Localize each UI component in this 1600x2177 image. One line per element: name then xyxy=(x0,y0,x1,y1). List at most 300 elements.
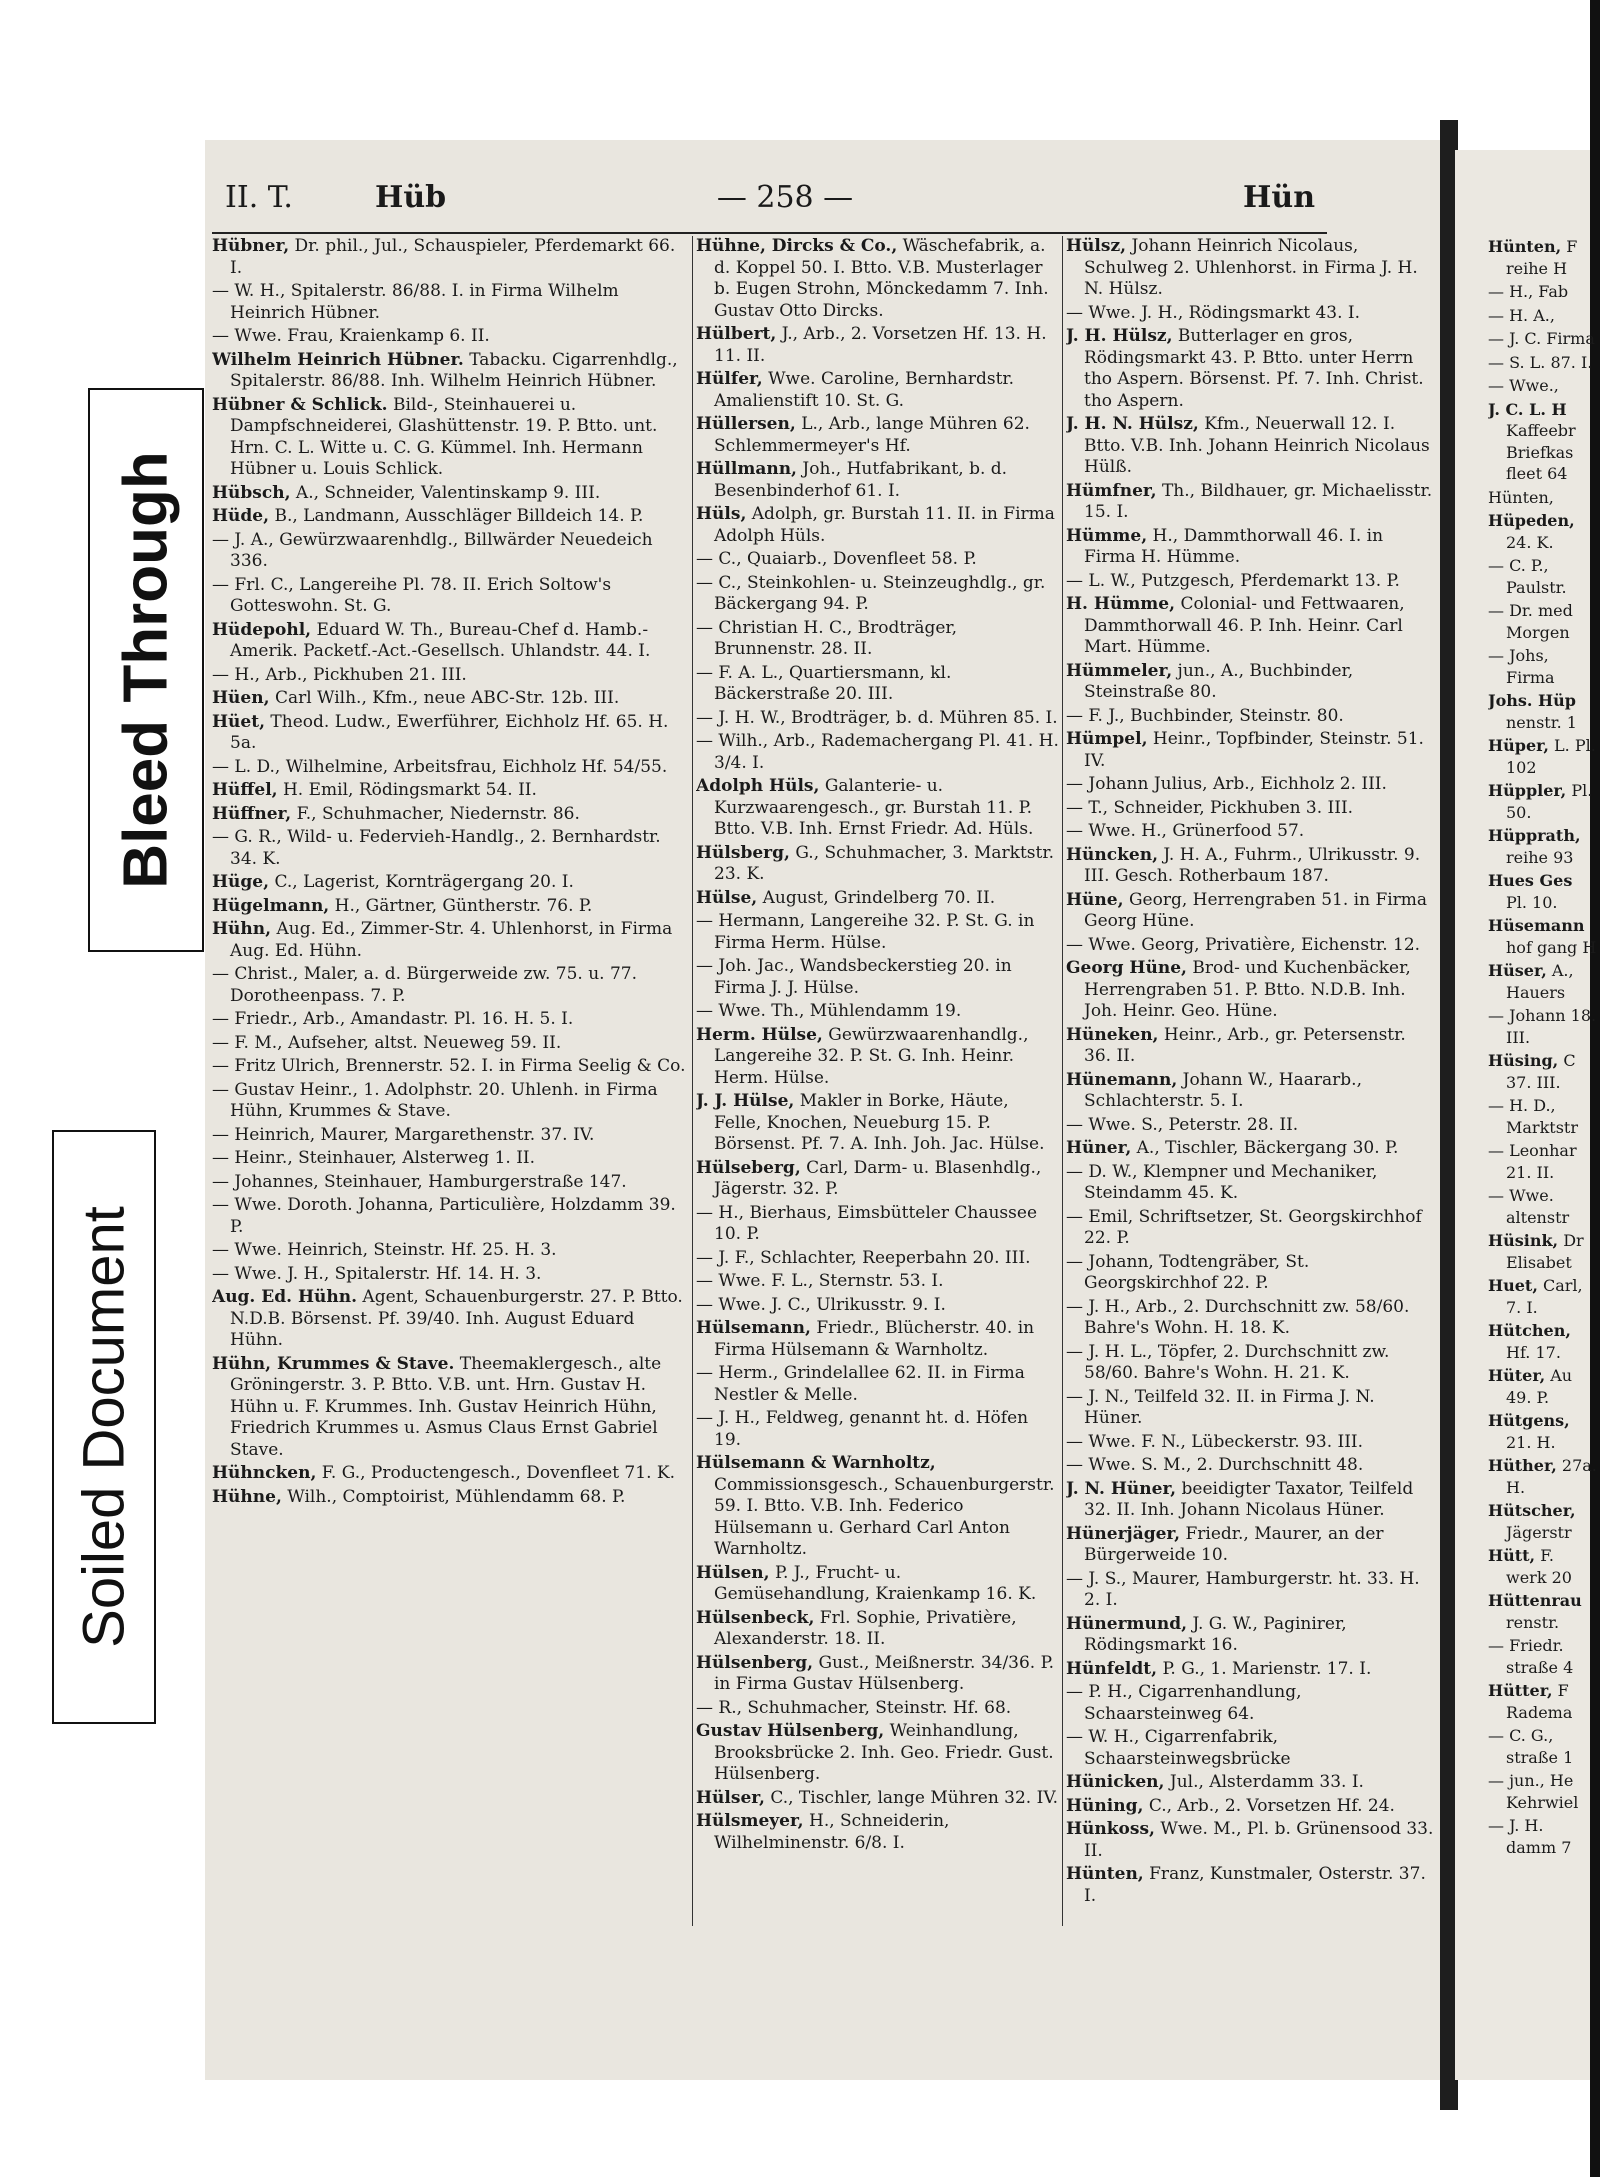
entry-text: Tabacku. Cigarrenhdlg., Spitalerstr. 86/88. Inh. Wilhelm Heinrich Hübner. xyxy=(230,349,678,391)
directory-entry xyxy=(212,483,690,505)
entry-text: J. H. A., Fuhrm., Ulrikusstr. 9. III. Gesch. Rotherbaum 187. xyxy=(1084,844,1421,886)
entry-text: 21. H. xyxy=(1506,1432,1556,1452)
entry-text: F., Schuhmacher, Niedernstr. 86. xyxy=(296,803,580,824)
directory-entry xyxy=(696,1608,1060,1651)
column-divider xyxy=(692,236,693,1926)
directory-entry xyxy=(1488,1500,1598,1543)
entry-name: Hütgens, xyxy=(1488,1411,1570,1430)
directory-entry xyxy=(1488,1680,1598,1723)
directory-entry xyxy=(1488,600,1598,643)
entry-text: — Wwe. Frau, Kraienkamp 6. II. xyxy=(212,326,490,346)
entry-text: — H. D., Marktstr xyxy=(1488,1096,1578,1137)
directory-entry xyxy=(1488,305,1598,327)
directory-entry xyxy=(1488,1410,1598,1453)
entry-text: Heinr., Topfbinder, Steinstr. 51. IV. xyxy=(1084,729,1424,771)
entry-text: — Wwe. H., Grünerfood 57. xyxy=(1066,821,1305,841)
entry-text: — L. D., Wilhelmine, Arbeitsfrau, Eichholz Hf. 54/55. xyxy=(212,756,668,777)
directory-entry xyxy=(1488,735,1598,778)
entry-name: Hüllmann, xyxy=(696,459,797,479)
entry-text: — Wwe. S. M., 2. Durchschnitt 48. xyxy=(1066,1455,1364,1475)
entry-text: Weinhandlung, Brooksbrücke 2. Inh. Geo. Friedr. Gust. Hülsenberg. xyxy=(714,1721,1054,1784)
directory-entry xyxy=(212,1195,690,1238)
directory-entry xyxy=(1488,487,1598,509)
entry-text: — Hermann, Langereihe 32. P. St. G. in Firma Herm. Hülse. xyxy=(696,911,1035,953)
directory-entry xyxy=(212,620,690,663)
entry-text: F reihe H xyxy=(1506,237,1578,278)
entry-text: — Wwe. J. H., Spitalerstr. Hf. 14. H. 3. xyxy=(212,1263,542,1284)
directory-entry xyxy=(696,911,1060,954)
entry-name: Hülseberg, xyxy=(696,1157,801,1178)
directory-entry xyxy=(1066,1659,1438,1681)
directory-entry xyxy=(696,1721,1060,1786)
directory-entry xyxy=(1488,510,1598,553)
entry-text: Georg, Herrengraben 51. in Firma Georg Hüne. xyxy=(1084,889,1428,931)
directory-entry xyxy=(1066,1252,1438,1295)
directory-entry xyxy=(1488,1185,1598,1228)
entry-text: F Radema xyxy=(1506,1681,1573,1722)
directory-entry xyxy=(1488,236,1598,279)
directory-entry xyxy=(696,1091,1060,1156)
entry-name: Adolph Hüls, xyxy=(696,776,820,796)
entry-name: Johs. Hüp xyxy=(1488,691,1576,710)
directory-entry xyxy=(212,780,690,802)
directory-entry xyxy=(212,804,690,826)
entry-text: August, Grindelberg 70. II. xyxy=(762,887,996,908)
entry-text: Dr Elisabet xyxy=(1506,1231,1584,1272)
directory-entry xyxy=(212,281,690,324)
directory-entry xyxy=(696,369,1060,412)
directory-entry xyxy=(696,1025,1060,1090)
directory-entry xyxy=(1488,375,1598,397)
entry-text: — Wilh., Arb., Rademachergang Pl. 41. H. 3/4. I. xyxy=(696,731,1059,773)
entry-name: Hüde, xyxy=(212,506,270,526)
directory-entry xyxy=(212,872,690,894)
directory-entry xyxy=(696,1698,1060,1720)
directory-entry xyxy=(1066,935,1438,957)
entry-text: — Wwe., xyxy=(1488,376,1559,395)
entry-text: 27a. H. xyxy=(1506,1456,1597,1497)
entry-name: Hünerjäger, xyxy=(1066,1523,1181,1544)
entry-name: Hülse, xyxy=(696,887,758,908)
entry-text: — Heinr., Steinhauer, Alsterweg 1. II. xyxy=(212,1148,536,1168)
entry-text: C., Lagerist, Kornträgergang 20. I. xyxy=(274,872,574,892)
entry-text: — C., Quaiarb., Dovenfleet 58. P. xyxy=(696,549,977,569)
directory-entry xyxy=(696,236,1060,322)
entry-text: Makler in Borke, Häute, Felle, Knochen, Neueburg 15. P. Börsenst. Pf. 7. A. Inh. Joh. Jac. Hülse. xyxy=(714,1091,1045,1154)
entry-text: — jun., He Kehrwiel xyxy=(1488,1771,1579,1812)
directory-entry xyxy=(1066,1479,1438,1522)
entry-text: hof gang H xyxy=(1506,937,1597,957)
entry-text: — Wwe. Th., Mühlendamm 19. xyxy=(696,1001,962,1021)
entry-name: Hühncken, xyxy=(212,1463,317,1483)
directory-entry xyxy=(696,573,1060,616)
entry-text: A., Tischler, Bäckergang 30. P. xyxy=(1136,1138,1399,1158)
entry-text: Heinr., Arb., gr. Petersenstr. 36. II. xyxy=(1084,1024,1406,1066)
directory-entry xyxy=(696,549,1060,571)
directory-entry xyxy=(696,414,1060,457)
entry-name: Hüdepohl, xyxy=(212,619,312,640)
entry-text: — J. N., Teilfeld 32. II. in Firma J. N. Hüner. xyxy=(1066,1386,1375,1428)
directory-entry xyxy=(212,712,690,755)
directory-entry xyxy=(212,575,690,618)
directory-entry xyxy=(212,1463,690,1485)
entry-text: — J. A., Gewürzwaarenhdlg., Billwärder Neuedeich 336. xyxy=(212,529,653,571)
entry-text: Brod- und Kuchenbäcker, Herrengraben 51. P. Btto. N.D.B. Inh. Joh. Heinr. Geo. Hüne. xyxy=(1084,958,1411,1021)
directory-entry xyxy=(1066,1115,1438,1137)
directory-entry xyxy=(1488,690,1598,733)
directory-entry xyxy=(696,324,1060,367)
directory-entry xyxy=(1066,1524,1438,1567)
directory-entry xyxy=(1488,281,1598,303)
directory-entry xyxy=(1488,1275,1598,1318)
entry-text: 24. K. xyxy=(1506,532,1554,552)
entry-text: — Herm., Grindelallee 62. II. in Firma Nestler & Melle. xyxy=(696,1363,1025,1405)
entry-text: Wwe. M., Pl. b. Grünensood 33. II. xyxy=(1084,1819,1434,1861)
entry-text: F. werk 20 xyxy=(1506,1546,1572,1587)
entry-text: J., Arb., 2. Vorsetzen Hf. 13. H. 11. II. xyxy=(714,324,1047,366)
entry-text: Wäschefabrik, a. d. Koppel 50. I. Btto. V.B. Musterlager b. Eugen Strohn, Mönckedamm 7. Inh. Gustav Otto Dircks. xyxy=(714,236,1049,321)
entry-text: Kaffeebr Briefkas fleet 64 xyxy=(1506,421,1576,483)
directory-entry xyxy=(1066,958,1438,1023)
directory-entry xyxy=(212,1080,690,1123)
directory-entry xyxy=(1066,1772,1438,1794)
entry-text: J. G. W., Paginirer, Rödingsmarkt 16. xyxy=(1084,1613,1347,1655)
entry-text: — J. F., Schlachter, Reeperbahn 20. III. xyxy=(696,1247,1031,1268)
entry-name: Hüge, xyxy=(212,872,270,892)
entry-name: Hülsz, xyxy=(1066,236,1127,256)
directory-entry xyxy=(212,236,690,279)
entry-name: Hüsemann xyxy=(1488,916,1585,935)
entry-text: — Johann, Todtengräber, St. Georgskirchhof 22. P. xyxy=(1066,1251,1310,1293)
entry-name: Hüper, xyxy=(1488,736,1549,755)
header-rule xyxy=(212,232,1327,234)
entry-text: — H., Bierhaus, Eimsbütteler Chaussee 10. P. xyxy=(696,1202,1038,1244)
entry-text: — Emil, Schriftsetzer, St. Georgskirchhof 22. P. xyxy=(1066,1206,1422,1248)
directory-entry xyxy=(212,1033,690,1055)
directory-entry xyxy=(1066,414,1438,479)
entry-text: A., Schneider, Valentinskamp 9. III. xyxy=(295,482,601,503)
directory-entry xyxy=(1066,1207,1438,1250)
entry-name: Hüen, xyxy=(212,688,270,708)
entry-text: Gust., Meißnerstr. 34/36. P. in Firma Gustav Hülsenberg. xyxy=(714,1652,1055,1694)
entry-text: — Fritz Ulrich, Brennerstr. 52. I. in Firma Seelig & Co. xyxy=(212,1056,686,1076)
entry-text: Carl, 7. I. xyxy=(1506,1276,1583,1317)
directory-entry xyxy=(1066,1455,1438,1477)
directory-entry xyxy=(696,843,1060,886)
entry-name: Hümmeler, xyxy=(1066,660,1173,681)
directory-entry xyxy=(696,1318,1060,1361)
entry-text: — T., Schneider, Pickhuben 3. III. xyxy=(1066,797,1354,818)
entry-name: Hüser, xyxy=(1488,961,1547,980)
directory-entry xyxy=(696,1788,1060,1810)
directory-entry xyxy=(212,1354,690,1462)
entry-name: Hüpeden, xyxy=(1488,511,1575,530)
directory-entry xyxy=(1066,1569,1438,1612)
entry-text: — Wwe. Doroth. Johanna, Particulière, Holzdamm 39. P. xyxy=(212,1195,676,1237)
entry-name: Hüsing, xyxy=(1488,1051,1559,1070)
entry-text: — J. H. L., Töpfer, 2. Durchschnitt zw. 58/60. Bahre's Wohn. H. 21. K. xyxy=(1066,1341,1390,1383)
header-section: II. T. xyxy=(225,180,293,215)
directory-entry xyxy=(1488,1455,1598,1498)
directory-entry xyxy=(696,1271,1060,1293)
entry-text: Theemaklergesch., alte Gröningerstr. 3. P. Btto. V.B. unt. Hrn. Gustav H. Hühn u. F. Krummes. Inh. Gustav Heinrich Hühn, Friedrich Krummes u. Asmus Claus Ernst Gabriel Stave. xyxy=(230,1353,662,1460)
entry-name: Hüffner, xyxy=(212,803,292,824)
left-margin xyxy=(0,0,205,2177)
entry-name: Hünten, xyxy=(1488,237,1562,256)
directory-entry xyxy=(1066,1070,1438,1113)
entry-name: Hüpprath, xyxy=(1488,826,1581,845)
directory-entry xyxy=(212,1009,690,1031)
entry-name: Hübner & Schlick. xyxy=(212,394,388,415)
directory-entry xyxy=(1066,661,1438,704)
entry-name: J. H. Hülsz, xyxy=(1066,326,1173,346)
entry-name: J. J. Hülse, xyxy=(696,1091,795,1111)
entry-name: Wilhelm Heinrich Hübner. xyxy=(212,349,464,370)
directory-entry xyxy=(1488,1770,1598,1813)
directory-entry xyxy=(1488,1590,1598,1633)
entry-text: Franz, Kunstmaler, Osterstr. 37. I. xyxy=(1084,1864,1426,1906)
entry-text: Bild-, Steinhauerei u. Dampfschneiderei, Glashüttenstr. 19. P. Btto. unt. Hrn. C. L. Witte u. C. G. Kümmel. Inh. Hermann Hübner u. Louis Schlick. xyxy=(230,394,658,479)
entry-text: Hünten, xyxy=(1488,487,1554,507)
directory-entry xyxy=(212,1148,690,1170)
directory-entry xyxy=(696,776,1060,841)
directory-entry xyxy=(212,350,690,393)
directory-entry xyxy=(1066,845,1438,888)
directory-entry xyxy=(1066,303,1438,325)
entry-text: Butterlager en gros, Rödingsmarkt 43. P. Btto. unter Herrn tho Aspern. Börsenst. Pf. 7. Inh. Christ. tho Aspern. xyxy=(1084,326,1424,411)
entry-name: Hümfner, xyxy=(1066,480,1157,501)
entry-name: Hünten, xyxy=(1066,1864,1144,1884)
entry-text: jun., A., Buchbinder, Steinstraße 80. xyxy=(1084,660,1354,702)
entry-name: Hülsen, xyxy=(696,1562,770,1583)
entry-name: Hühn, Krummes & Stave. xyxy=(212,1353,455,1374)
directory-entry xyxy=(1066,1387,1438,1430)
entry-name: Hübsch, xyxy=(212,482,291,503)
entry-name: Hülsberg, xyxy=(696,842,790,863)
directory-entry xyxy=(1488,1320,1598,1363)
directory-entry xyxy=(212,688,690,710)
directory-entry xyxy=(212,530,690,573)
entry-name: Georg Hüne, xyxy=(1066,958,1187,978)
directory-entry xyxy=(212,1125,690,1147)
directory-entry xyxy=(696,459,1060,502)
entry-name: Aug. Ed. Hühn. xyxy=(212,1287,358,1307)
directory-entry xyxy=(1488,915,1598,958)
directory-entry xyxy=(1488,1725,1598,1768)
entry-text: — Joh. Jac., Wandsbeckerstieg 20. in Firma J. J. Hülse. xyxy=(696,956,1012,998)
entry-name: Hünfeldt, xyxy=(1066,1658,1158,1679)
entry-text: — P. H., Cigarrenhandlung, Schaarsteinweg 64. xyxy=(1066,1682,1302,1724)
entry-name: Herm. Hülse, xyxy=(696,1024,823,1045)
column-divider xyxy=(1062,236,1063,1926)
directory-entry xyxy=(212,757,690,779)
entry-name: Hütscher, xyxy=(1488,1501,1576,1520)
directory-entry xyxy=(696,1001,1060,1023)
entry-text: Eduard W. Th., Bureau-Chef d. Hamb.-Amerik. Packetf.-Act.-Gesellsch. Uhlandstr. 44. I. xyxy=(230,619,651,661)
directory-entry xyxy=(1066,729,1438,772)
directory-entry xyxy=(696,1563,1060,1606)
entry-text: — Johannes, Steinhauer, Hamburgerstraße 147. xyxy=(212,1171,627,1192)
directory-entry xyxy=(1488,1365,1598,1408)
entry-text: — Johann Julius, Arb., Eichholz 2. III. xyxy=(1066,774,1387,794)
directory-entry xyxy=(696,731,1060,774)
entry-text: Aug. Ed., Zimmer-Str. 4. Uhlenhorst, in Firma Aug. Ed. Hühn. xyxy=(230,919,673,961)
directory-entry xyxy=(1066,526,1438,569)
entry-name: Hülsenberg, xyxy=(696,1652,814,1673)
entry-text: — Wwe. S., Peterstr. 28. II. xyxy=(1066,1114,1299,1135)
directory-entry xyxy=(212,326,690,348)
entry-text: — H., Fab xyxy=(1488,282,1569,301)
entry-text: — Wwe. J. H., Rödingsmarkt 43. I. xyxy=(1066,302,1361,323)
entry-text: Johann W., Haararb., Schlachterstr. 5. I. xyxy=(1084,1069,1362,1111)
header-range-start: Hüb xyxy=(375,180,447,215)
entry-text: L. Pl. 102 xyxy=(1506,736,1596,777)
directory-entry xyxy=(1066,1432,1438,1454)
directory-entry xyxy=(696,1158,1060,1201)
bleed-through-label xyxy=(88,388,204,952)
entry-text: Gewürzwaarenhandlg., Langereihe 32. P. St. G. Inh. Heinr. Herm. Hülse. xyxy=(714,1024,1029,1088)
entry-name: Hühn, xyxy=(212,919,272,939)
entry-text: Wwe. Caroline, Bernhardstr. Amalienstift 10. St. G. xyxy=(714,369,1015,411)
soiled-document-text: Soiled Document xyxy=(71,1206,137,1648)
entry-text: Colonial- und Fettwaaren, Dammthorwall 46. P. Inh. Heinr. Carl Mart. Hümme. xyxy=(1084,594,1405,657)
entry-text: Galanterie- u. Kurzwaarengesch., gr. Burstah 11. P. Btto. V.B. Inh. Ernst Friedr. Ad. Hüls. xyxy=(714,776,1034,839)
entry-name: Hünermund, xyxy=(1066,1613,1188,1634)
entry-name: Hüncken, xyxy=(1066,844,1159,865)
directory-entry xyxy=(1066,1162,1438,1205)
entry-name: J. C. L. H xyxy=(1488,399,1567,419)
directory-entry xyxy=(1066,594,1438,659)
entry-text: G., Schuhmacher, 3. Marktstr. 23. K. xyxy=(714,842,1055,884)
entry-text: Commissionsgesch., Schauenburgerstr. 59. I. Btto. V.B. Inh. Federico Hülsemann u. Gerhard Carl Anton Warnholtz. xyxy=(714,1474,1055,1559)
entry-text: — Johs, Firma xyxy=(1488,646,1555,687)
entry-text: — Dr. med Morgen xyxy=(1488,601,1573,642)
directory-entry xyxy=(212,1240,690,1262)
entry-name: Huet, xyxy=(1488,1276,1538,1295)
page-number: — 258 — xyxy=(716,180,854,215)
entry-text: — Christian H. C., Brodträger, Brunnenstr. 28. II. xyxy=(696,617,958,659)
entry-name: Hüning, xyxy=(1066,1795,1144,1816)
entry-name: J. H. N. Hülsz, xyxy=(1066,414,1199,434)
directory-entry xyxy=(1488,399,1598,485)
entry-text: Wilh., Comptoirist, Mühlendamm 68. P. xyxy=(287,1486,626,1507)
entry-name: Hümme, xyxy=(1066,525,1148,546)
entry-name: Hülbert, xyxy=(696,324,777,344)
directory-entry xyxy=(696,1295,1060,1317)
entry-text: — Wwe. F. L., Sternstr. 53. I. xyxy=(696,1271,944,1291)
entry-name: Hülsemann & Warnholtz, xyxy=(696,1453,936,1473)
header-range-end: Hün xyxy=(1243,180,1315,215)
directory-entry xyxy=(212,665,690,687)
directory-entry xyxy=(1488,1050,1598,1093)
directory-entry xyxy=(212,1487,690,1509)
entry-text: — Wwe. J. C., Ulrikusstr. 9. I. xyxy=(696,1294,946,1315)
entry-name: H. Hümme, xyxy=(1066,594,1176,614)
directory-column-3 xyxy=(1066,236,1438,1926)
directory-entry xyxy=(696,504,1060,547)
entry-name: Hütchen, xyxy=(1488,1321,1571,1340)
entry-text: — F. J., Buchbinder, Steinstr. 80. xyxy=(1066,705,1344,726)
entry-name: Gustav Hülsenberg, xyxy=(696,1721,885,1741)
directory-entry xyxy=(212,506,690,528)
directory-entry xyxy=(1488,1005,1598,1048)
entry-text: — Heinrich, Maurer, Margarethenstr. 37. IV. xyxy=(212,1124,595,1145)
entry-text: — F. A. L., Quartiersmann, kl. Bäckerstraße 20. III. xyxy=(696,662,952,704)
directory-entry xyxy=(1488,780,1598,823)
directory-entry xyxy=(1066,1025,1438,1068)
entry-text: Adolph, gr. Burstah 11. II. in Firma Adolph Hüls. xyxy=(714,504,1055,546)
entry-text: — Gustav Heinr., 1. Adolphstr. 20. Uhlenh. in Firma Hühn, Krummes & Stave. xyxy=(212,1079,658,1121)
entry-text: Pl. 10. xyxy=(1506,892,1558,912)
entry-name: Hülser, xyxy=(696,1787,765,1808)
page-header xyxy=(225,180,1315,226)
entry-text: — C., Steinkohlen- u. Steinzeughdlg., gr. Bäckergang 94. P. xyxy=(696,572,1046,614)
directory-entry xyxy=(212,964,690,1007)
entry-text: — Friedr. straße 4 xyxy=(1488,1636,1574,1677)
entry-text: — C. P., Paulstr. xyxy=(1488,556,1567,597)
directory-entry xyxy=(1488,328,1598,350)
entry-text: — J. S., Maurer, Hamburgerstr. ht. 33. H. 2. I. xyxy=(1066,1568,1420,1610)
entry-name: Hüneken, xyxy=(1066,1024,1159,1045)
directory-entry xyxy=(1488,1095,1598,1138)
entry-text: — J. C. Firma xyxy=(1488,329,1595,348)
directory-entry xyxy=(1066,1138,1438,1160)
directory-entry xyxy=(212,395,690,481)
entry-text: P. J., Frucht- u. Gemüsehandlung, Kraienkamp 16. K. xyxy=(714,1562,1037,1604)
entry-text: renstr. xyxy=(1506,1612,1560,1632)
directory-entry xyxy=(1488,1230,1598,1273)
entry-name: Hünicken, xyxy=(1066,1772,1165,1792)
entry-name: Hüttenrau xyxy=(1488,1591,1582,1610)
entry-name: Hühne, xyxy=(212,1486,282,1507)
entry-name: Hünemann, xyxy=(1066,1069,1178,1090)
entry-text: H., Gärtner, Güntherstr. 76. P. xyxy=(334,895,593,916)
directory-entry xyxy=(1488,555,1598,598)
entry-text: — D. W., Klempner und Mechaniker, Steindamm 45. K. xyxy=(1066,1161,1378,1203)
entry-name: Hütt, xyxy=(1488,1546,1536,1565)
entry-text: H. Emil, Rödingsmarkt 54. II. xyxy=(282,780,537,800)
bleed-through-text: Bleed Through xyxy=(111,451,181,889)
entry-text: — R., Schuhmacher, Steinstr. Hf. 68. xyxy=(696,1697,1012,1718)
entry-name: Hülsenbeck, xyxy=(696,1607,815,1628)
directory-entry xyxy=(1066,1727,1438,1770)
entry-text: Dr. phil., Jul., Schauspieler, Pferdemarkt 66. I. xyxy=(230,236,676,278)
directory-entry xyxy=(1066,1342,1438,1385)
entry-text: C 37. III. xyxy=(1506,1051,1576,1092)
entry-text: — Frl. C., Langereihe Pl. 78. II. Erich Soltow's Gotteswohn. St. G. xyxy=(212,574,612,616)
entry-text: reihe 93 xyxy=(1506,847,1574,867)
directory-entry xyxy=(696,708,1060,730)
directory-entry xyxy=(696,1248,1060,1270)
directory-entry xyxy=(1488,960,1598,1003)
directory-entry xyxy=(212,1172,690,1194)
entry-text: B., Landmann, Ausschläger Billdeich 14. P. xyxy=(274,506,644,526)
directory-entry xyxy=(212,896,690,918)
directory-entry xyxy=(696,663,1060,706)
directory-entry xyxy=(1066,326,1438,412)
entry-text: — Wwe. Georg, Privatière, Eichenstr. 12. xyxy=(1066,934,1421,955)
entry-text: — W. H., Spitalerstr. 86/88. I. in Firma Wilhelm Heinrich Hübner. xyxy=(212,281,619,323)
entry-name: Hüls, xyxy=(696,504,747,524)
directory-entry xyxy=(1488,1815,1598,1858)
entry-text: Agent, Schauenburgerstr. 27. P. Btto. N.D.B. Börsenst. Pf. 39/40. Inh. August Eduard Hühn. xyxy=(230,1287,683,1350)
entry-name: Hügelmann, xyxy=(212,895,330,916)
entry-text: — J. H., Arb., 2. Durchschnitt zw. 58/60. Bahre's Wohn. H. 18. K. xyxy=(1066,1296,1410,1338)
entry-text: C., Tischler, lange Mühren 32. IV. xyxy=(770,1787,1059,1808)
entry-text: — Johann 18. III. xyxy=(1488,1006,1597,1047)
entry-name: Hüffel, xyxy=(212,780,278,800)
directory-entry xyxy=(1066,706,1438,728)
